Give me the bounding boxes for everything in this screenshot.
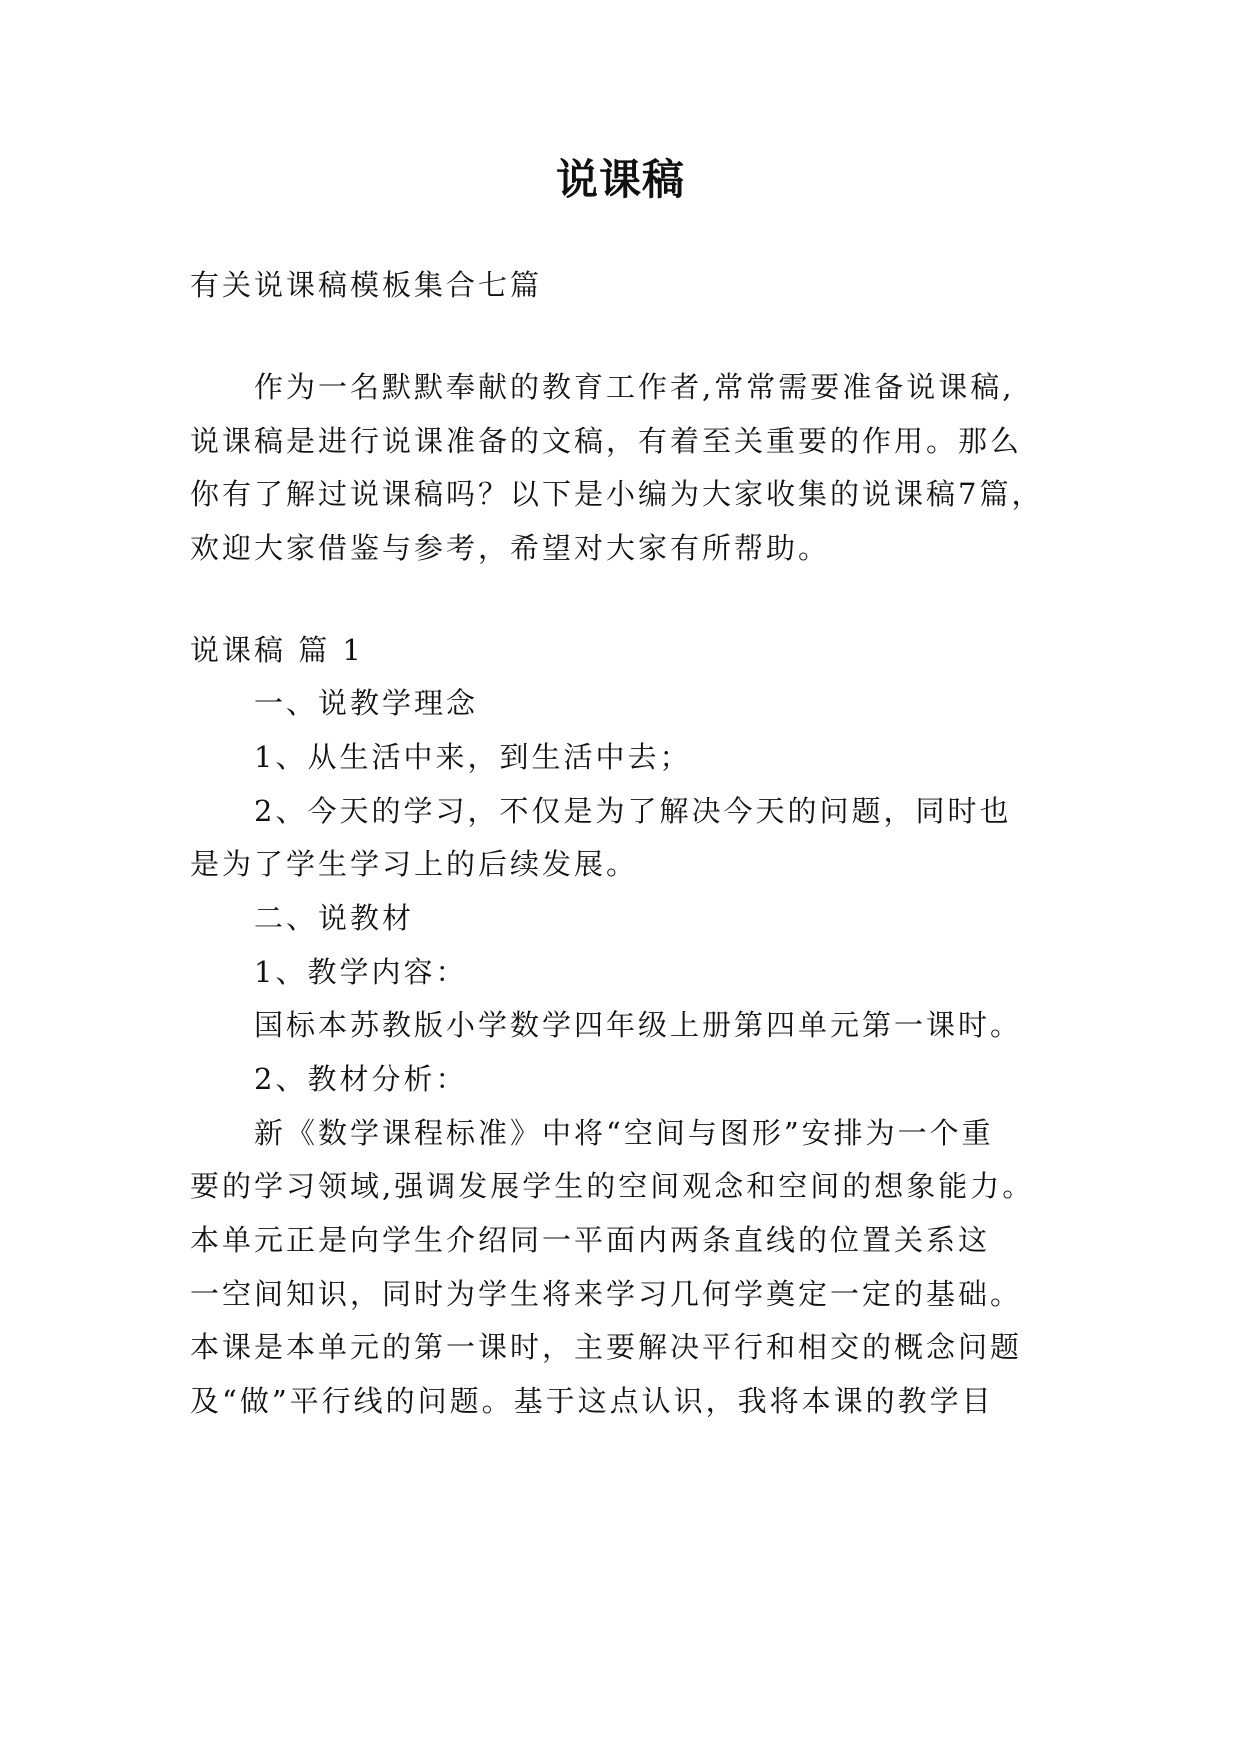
body-line: 一空间知识，同时为学生将来学习几何学奠定一定的基础。 bbox=[190, 1277, 1023, 1311]
document-subtitle: 有关说课稿模板集合七篇 bbox=[190, 268, 543, 302]
body-line: 2、教材分析： bbox=[254, 1062, 468, 1096]
body-line: 是为了学生学习上的后续发展。 bbox=[190, 847, 639, 881]
body-line: 1、教学内容： bbox=[254, 955, 468, 989]
intro-line: 说课稿是进行说课准备的文稿，有着至关重要的作用。那么 bbox=[190, 424, 1023, 458]
body-line: 新《数学课程标准》中将“空间与图形”安排为一个重 bbox=[254, 1116, 994, 1150]
body-line: 2、今天的学习，不仅是为了解决今天的问题，同时也 bbox=[254, 794, 1012, 828]
body-line: 要的学习领域,强调发展学生的空间观念和空间的想象能力。 bbox=[190, 1169, 1035, 1203]
body-line: 1、从生活中来，到生活中去； bbox=[254, 740, 692, 774]
intro-line: 欢迎大家借鉴与参考，希望对大家有所帮助。 bbox=[190, 531, 831, 565]
body-line: 本课是本单元的第一课时，主要解决平行和相交的概念问题 bbox=[190, 1330, 1023, 1364]
intro-line: 你有了解过说课稿吗？以下是小编为大家收集的说课稿7篇， bbox=[190, 477, 1044, 511]
body-line: 及“做”平行线的问题。基于这点认识，我将本课的教学目 bbox=[190, 1384, 994, 1418]
section-heading: 说课稿 篇 1 bbox=[190, 633, 364, 667]
intro-line: 作为一名默默奉献的教育工作者,常常需要准备说课稿, bbox=[254, 370, 1015, 404]
body-line: 本单元正是向学生介绍同一平面内两条直线的位置关系这 bbox=[190, 1223, 991, 1257]
page-title: 说课稿 bbox=[555, 155, 685, 204]
body-line: 二、说教材 bbox=[254, 901, 415, 935]
body-line: 一、说教学理念 bbox=[254, 686, 479, 720]
body-line: 国标本苏教版小学数学四年级上册第四单元第一课时。 bbox=[254, 1008, 1023, 1042]
